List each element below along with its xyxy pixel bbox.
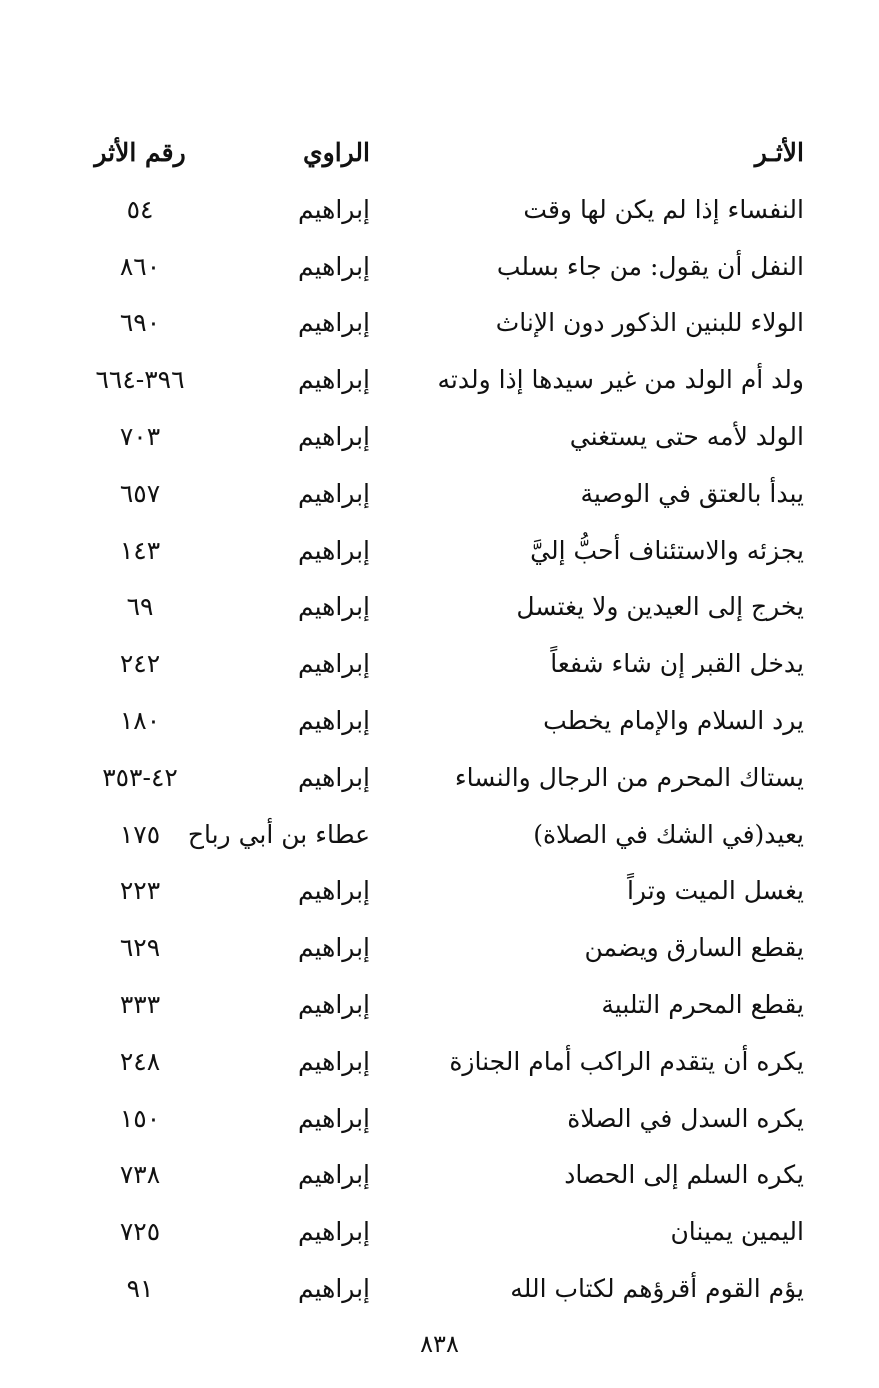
table-row [60, 300, 820, 357]
athar-text: يدخل القبر إن شاء شفعاً [550, 649, 804, 679]
rawi-name: إبراهيم [297, 1103, 370, 1133]
athar-text: يستاك المحرم من الرجال والنساء [454, 762, 804, 792]
athar-text: الولاء للبنين الذكور دون الإناث [495, 308, 804, 338]
header-number: رقم الأثر [94, 138, 186, 167]
athar-number: ٢٢٣ [119, 876, 161, 906]
table-row [60, 471, 820, 528]
athar-text: يغسل الميت وتراً [626, 876, 804, 906]
table-row [60, 641, 820, 698]
athar-number: ٧٣٨ [119, 1160, 161, 1190]
rawi-name: إبراهيم [297, 592, 370, 622]
table-row [60, 1209, 820, 1266]
athar-text: يقطع المحرم التلبية [601, 989, 804, 1019]
table-row [60, 244, 820, 301]
rawi-name: إبراهيم [297, 933, 370, 963]
rawi-name: إبراهيم [297, 365, 370, 395]
athar-number: ٣٣٣ [119, 989, 161, 1019]
athar-index-table [60, 130, 820, 1323]
athar-number: ٨٦٠ [119, 251, 161, 281]
rawi-name: إبراهيم [297, 1160, 370, 1190]
table-row [60, 1152, 820, 1209]
rawi-name: عطاء بن أبي رباح [187, 819, 370, 849]
rawi-name: إبراهيم [297, 1273, 370, 1303]
page-number: ٨٣٨ [420, 1330, 459, 1358]
rawi-name: إبراهيم [297, 1046, 370, 1076]
rawi-name: إبراهيم [297, 194, 370, 224]
rawi-name: إبراهيم [297, 308, 370, 338]
athar-text: يجزئه والاستئناف أحبُّ إليَّ [530, 535, 804, 565]
table-row [60, 1266, 820, 1323]
rawi-name: إبراهيم [297, 876, 370, 906]
athar-number: ٧٠٣ [119, 421, 161, 451]
table-row [60, 187, 820, 244]
athar-number: ٩١ [126, 1273, 154, 1303]
table-row [60, 1096, 820, 1153]
table-row [60, 755, 820, 812]
table-row [60, 982, 820, 1039]
athar-number: ٧٢٥ [119, 1217, 161, 1247]
rawi-name: إبراهيم [297, 535, 370, 565]
rawi-name: إبراهيم [297, 989, 370, 1019]
athar-text: يبدأ بالعتق في الوصية [580, 478, 804, 508]
athar-number: ١٧٥ [119, 819, 161, 849]
athar-number: ٦٢٩ [119, 933, 161, 963]
athar-number: ١٥٠ [119, 1103, 161, 1133]
athar-number: ٥٤ [126, 194, 154, 224]
header-athar: الأثـر [754, 138, 804, 167]
table-row [60, 868, 820, 925]
table-row [60, 1039, 820, 1096]
athar-text: النفساء إذا لم يكن لها وقت [523, 194, 804, 224]
athar-number: ٢٤٢ [119, 649, 161, 679]
athar-text: يعيد(في الشك في الصلاة) [533, 819, 804, 849]
athar-number: ٦٩ [126, 592, 154, 622]
athar-number: ٤٢-٣٥٣ [102, 762, 178, 792]
table-row [60, 925, 820, 982]
table-row [60, 812, 820, 869]
rawi-name: إبراهيم [297, 478, 370, 508]
rawi-name: إبراهيم [297, 705, 370, 735]
athar-text: يكره السدل في الصلاة [567, 1103, 804, 1133]
rawi-name: إبراهيم [297, 649, 370, 679]
athar-text: يرد السلام والإمام يخطب [543, 705, 804, 735]
athar-number: ٢٤٨ [119, 1046, 161, 1076]
athar-number: ١٤٣ [119, 535, 161, 565]
athar-number: ٦٩٠ [119, 308, 161, 338]
athar-text: النفل أن يقول: من جاء بسلب [496, 251, 804, 281]
table-header-row [60, 130, 820, 187]
athar-number: ١٨٠ [119, 705, 161, 735]
athar-text: يكره السلم إلى الحصاد [564, 1160, 804, 1190]
athar-text: يؤم القوم أقرؤهم لكتاب الله [510, 1273, 804, 1303]
rawi-name: إبراهيم [297, 421, 370, 451]
table-row [60, 528, 820, 585]
athar-text: يقطع السارق ويضمن [584, 933, 804, 963]
header-rawi: الراوي [303, 138, 370, 167]
athar-number: ٦٥٧ [119, 478, 161, 508]
table-row [60, 357, 820, 414]
athar-number: ٣٩٦-٦٦٤ [95, 365, 185, 395]
athar-text: يخرج إلى العيدين ولا يغتسل [516, 592, 804, 622]
table-row [60, 584, 820, 641]
table-row [60, 414, 820, 471]
athar-text: يكره أن يتقدم الراكب أمام الجنازة [449, 1046, 804, 1076]
rawi-name: إبراهيم [297, 1217, 370, 1247]
athar-text: اليمين يمينان [670, 1217, 804, 1247]
athar-text: ولد أم الولد من غير سيدها إذا ولدته [437, 365, 804, 395]
athar-text: الولد لأمه حتى يستغني [569, 421, 804, 451]
table-body [60, 187, 820, 1323]
rawi-name: إبراهيم [297, 251, 370, 281]
table-row [60, 698, 820, 755]
rawi-name: إبراهيم [297, 762, 370, 792]
